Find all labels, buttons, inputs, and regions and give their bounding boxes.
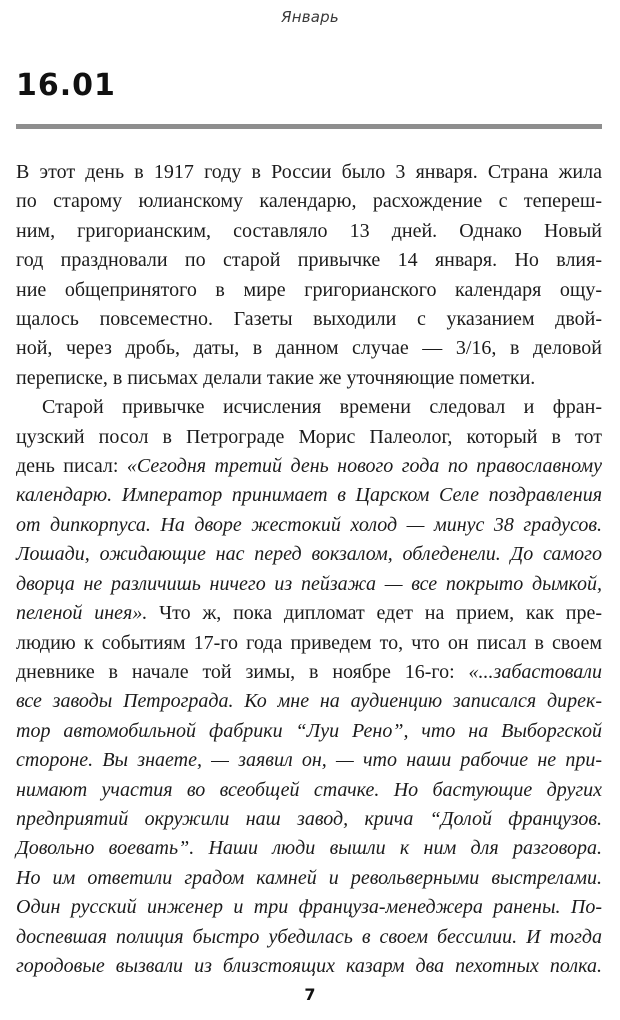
text-line: по старому юлианскому календарю, расхождение с тепереш- (16, 190, 602, 213)
paragraph-2 (16, 393, 602, 981)
quote-span: «...забастовали (468, 660, 602, 683)
text-span: Что ж, пока дипломат едет на прием, как пре- (147, 602, 603, 625)
quote-line: предприятий окружили наш завод, крича “Долой французов. (16, 807, 602, 830)
text-line: людию к событиям 17-го года приведем то, что он писал в своем (16, 631, 602, 654)
text-line: В этот день в 1917 году в России было 3 января. Страна жила (16, 161, 602, 183)
text-line: переписке, в письмах делали такие же уточняющие пометки. (16, 366, 536, 389)
quote-line: календарю. Император принимает в Царском Селе поздравления (16, 484, 602, 507)
body-text (16, 158, 602, 981)
text-line: Старой привычке исчисления времени следовал и фран- (42, 396, 602, 419)
quote-span: «Сегодня третий день нового года по православному (126, 455, 603, 478)
quote-line: стороне. Вы знаете, — заявил он, — что наши рабочие не при- (16, 749, 602, 772)
text-line-mixed (16, 658, 602, 687)
text-line-mixed (16, 452, 602, 481)
text-span: день писал: (16, 455, 127, 478)
quote-line: дворца не различишь ничего из пейзажа — все покрыто дымкой, (16, 572, 602, 595)
text-line: ним, григорианским, составляло 13 дней. Однако Новый (16, 219, 602, 242)
quote-line: Один русский инженер и три француза-менеджера ранены. По- (16, 896, 602, 919)
text-line: цузский посол в Петрограде Морис Палеолог, который в тот (16, 425, 602, 448)
text-line: ной, через дробь, даты, в данном случае — 3/16, в деловой (16, 337, 602, 360)
heading-rule (16, 124, 602, 129)
text-line: щалось повсеместно. Газеты выходили с указанием двой- (16, 308, 602, 331)
entry-date-heading: 16.01 (16, 68, 116, 103)
text-line: год праздновали по старой привычке 14 января. Но влия- (16, 249, 602, 272)
paragraph-1 (16, 158, 602, 393)
quote-line: Довольно воевать”. Наши люди вышли к ним для разговора. (16, 837, 602, 860)
quote-line: все заводы Петрограда. Ко мне на аудиенцию записался дирек- (16, 690, 602, 713)
quote-line: Но им ответили градом камней и револьверными выстрелами. (16, 866, 602, 889)
quote-line: доспевшая полиция быстро убедилась в своем бессилии. И тогда (16, 925, 602, 948)
quote-span: пеленой инея». (16, 602, 148, 625)
text-line-mixed (16, 599, 602, 628)
quote-line: городовые вызвали из близстоящих казарм два пехотных полка. (16, 954, 602, 977)
running-head: Январь (281, 8, 339, 26)
text-line: ние общепринятого в мире григорианского календаря ощу- (16, 278, 602, 301)
page-number: 7 (304, 985, 316, 1004)
quote-line: Лошади, ожидающие нас перед вокзалом, обледенели. До самого (16, 543, 602, 566)
quote-line: от дипкорпуса. На дворе жестокий холод — минус 38 градусов. (16, 513, 602, 536)
text-span: дневнике в начале той зимы, в ноябре 16-го: (16, 660, 469, 683)
quote-line: тор автомобильной фабрики “Луи Рено”, что на Выборгской (16, 719, 602, 742)
quote-line: нимают участия во всеобщей стачке. Но бастующие других (16, 778, 602, 801)
